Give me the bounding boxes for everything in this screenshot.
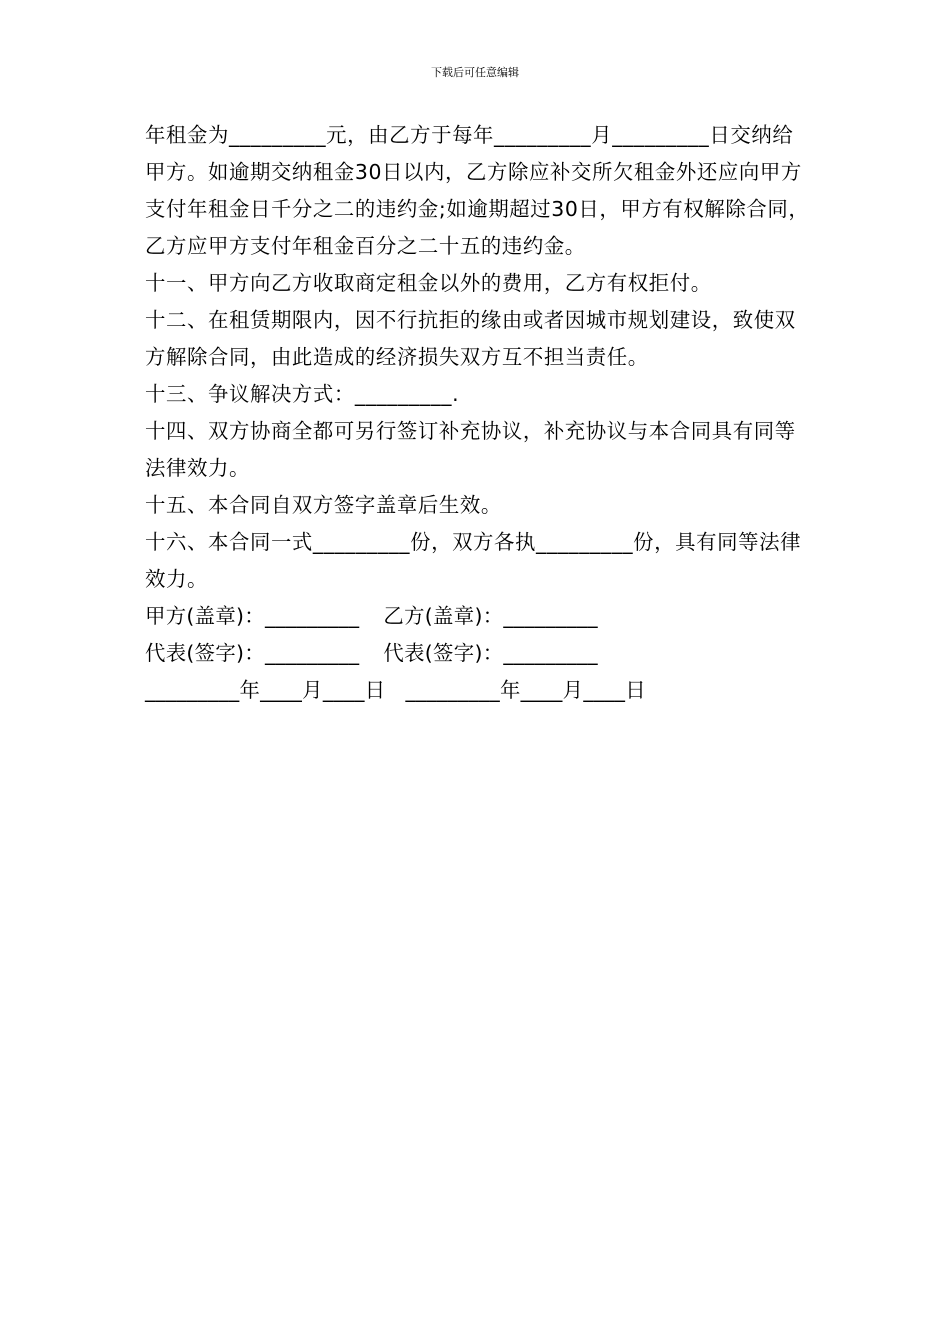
seal-row [145, 598, 810, 635]
clause-12: 十二、在租赁期限内，因不行抗拒的缘由或者因城市规划建设，致使双方解除合同，由此造成的经济损失双方互不担当责任。 [145, 308, 796, 369]
party-b-date-field: _________年____月____日 [405, 678, 646, 702]
party-a-rep-field: 代表(签字)：_________ [145, 641, 360, 665]
clause-11: 十一、甲方向乙方收取商定租金以外的费用，乙方有权拒付。 [145, 271, 712, 295]
clause-15: 十五、本合同自双方签字盖章后生效。 [145, 493, 502, 517]
clause-16: 十六、本合同一式_________份，双方各执_________份，具有同等法律效力。 [145, 530, 802, 591]
date-row [145, 672, 810, 709]
party-b-rep-field: 代表(签字)：_________ [383, 641, 598, 665]
party-a-seal-field: 甲方(盖章)：_________ [145, 604, 360, 628]
clause-rent-payment: 年租金为_________元，由乙方于每年_________月_________日交纳给甲方。如逾期交纳租金30日以内，乙方除应补交所欠租金外还应向甲方支付年租金日千分之二的违约金;如逾期超过30日，甲方有权解除合同，乙方应甲方支付年租金百分之二十五的违约金。 [145, 123, 810, 258]
party-a-date-field: _________年____月____日 [145, 678, 386, 702]
party-b-seal-field: 乙方(盖章)：_________ [383, 604, 598, 628]
clause-13: 十三、争议解决方式：_________. [145, 382, 460, 406]
page-header-note: 下载后可任意编辑 [431, 66, 519, 79]
contract-body [145, 117, 810, 709]
clause-14: 十四、双方协商全都可另行签订补充协议，补充协议与本合同具有同等法律效力。 [145, 419, 796, 480]
representative-row [145, 635, 810, 672]
